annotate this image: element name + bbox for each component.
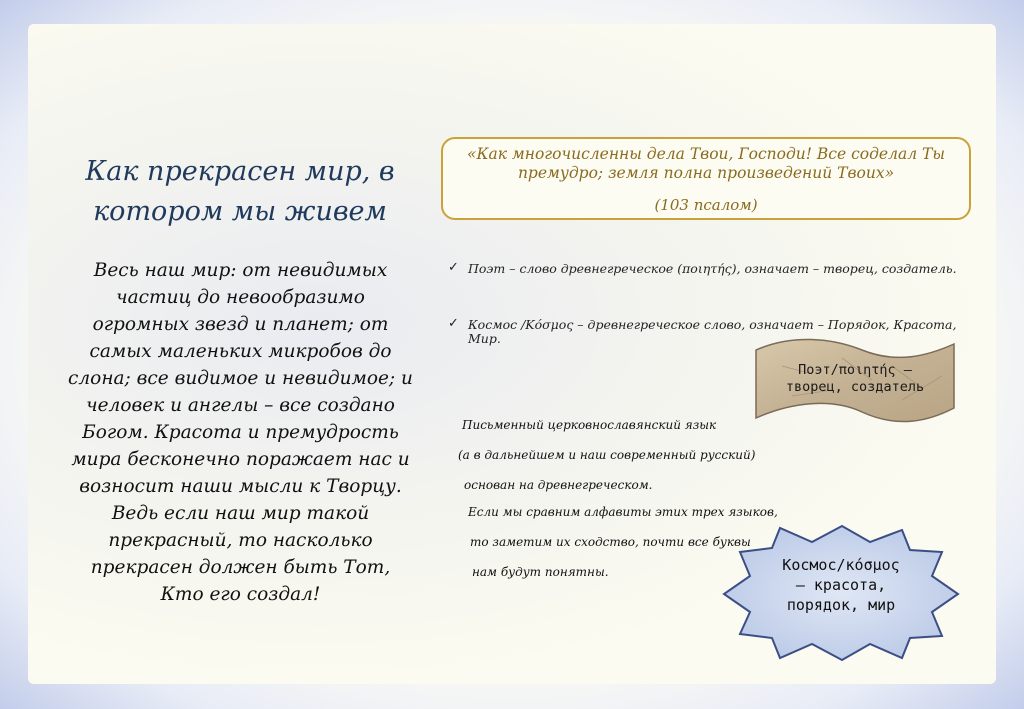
language-note-line: Если мы сравним алфавиты этих трех языков, bbox=[468, 505, 778, 519]
definition-list bbox=[448, 262, 968, 346]
starburst-label bbox=[720, 555, 962, 615]
psalm-reference: (103 псалом) bbox=[654, 196, 758, 214]
language-note-line: то заметим их сходство, почти все буквы bbox=[470, 535, 751, 549]
checkmark-icon: ✓ bbox=[448, 260, 459, 275]
list-item bbox=[448, 262, 968, 276]
page-title: Как прекрасен мир, в котором мы живем bbox=[85, 156, 395, 227]
parchment-line: Поэт/ποιητής – bbox=[798, 362, 912, 378]
definition-poet: Поэт – слово древнегреческое (ποιητής), означает – творец, создатель. bbox=[468, 261, 957, 276]
checkmark-icon: ✓ bbox=[448, 316, 459, 331]
parchment-banner-label bbox=[752, 362, 958, 396]
starburst-line: порядок, мир bbox=[786, 596, 896, 614]
intro-paragraph: Весь наш мир: от невидимых частиц до невообразимо огромных звезд и планет; от самых маленьких микробов до слона; все видимое и невидимое; и человек и ангелы – все создано Богом. Красота и премудрость мира бесконечно поражает нас и возносит наши мысли к Творцу. Ведь если наш мир такой прекрасный, то насколько прекрасен должен быть Тот, Кто его создал! bbox=[68, 260, 413, 605]
starburst-line: – красота, bbox=[795, 576, 887, 594]
language-note-line: (а в дальнейшем и наш современный русский) bbox=[458, 448, 756, 462]
psalm-quote-box bbox=[441, 137, 971, 220]
psalm-quote-text: «Как многочисленны дела Твои, Господи! Все соделал Ты премудро; земля полна произведений Твоих» bbox=[467, 145, 945, 182]
starburst-line: Космос/κόσμος bbox=[782, 556, 900, 574]
definition-cosmos: Космос /Κόσμος – древнегреческое слово, означает – Порядок, Красота, Мир. bbox=[468, 317, 957, 346]
language-note-line: основан на древнегреческом. bbox=[464, 478, 653, 492]
language-note-line: нам будут понятны. bbox=[472, 565, 609, 579]
parchment-line: творец, создатель bbox=[785, 379, 925, 395]
language-note-line: Письменный церковнославянский язык bbox=[462, 418, 717, 432]
